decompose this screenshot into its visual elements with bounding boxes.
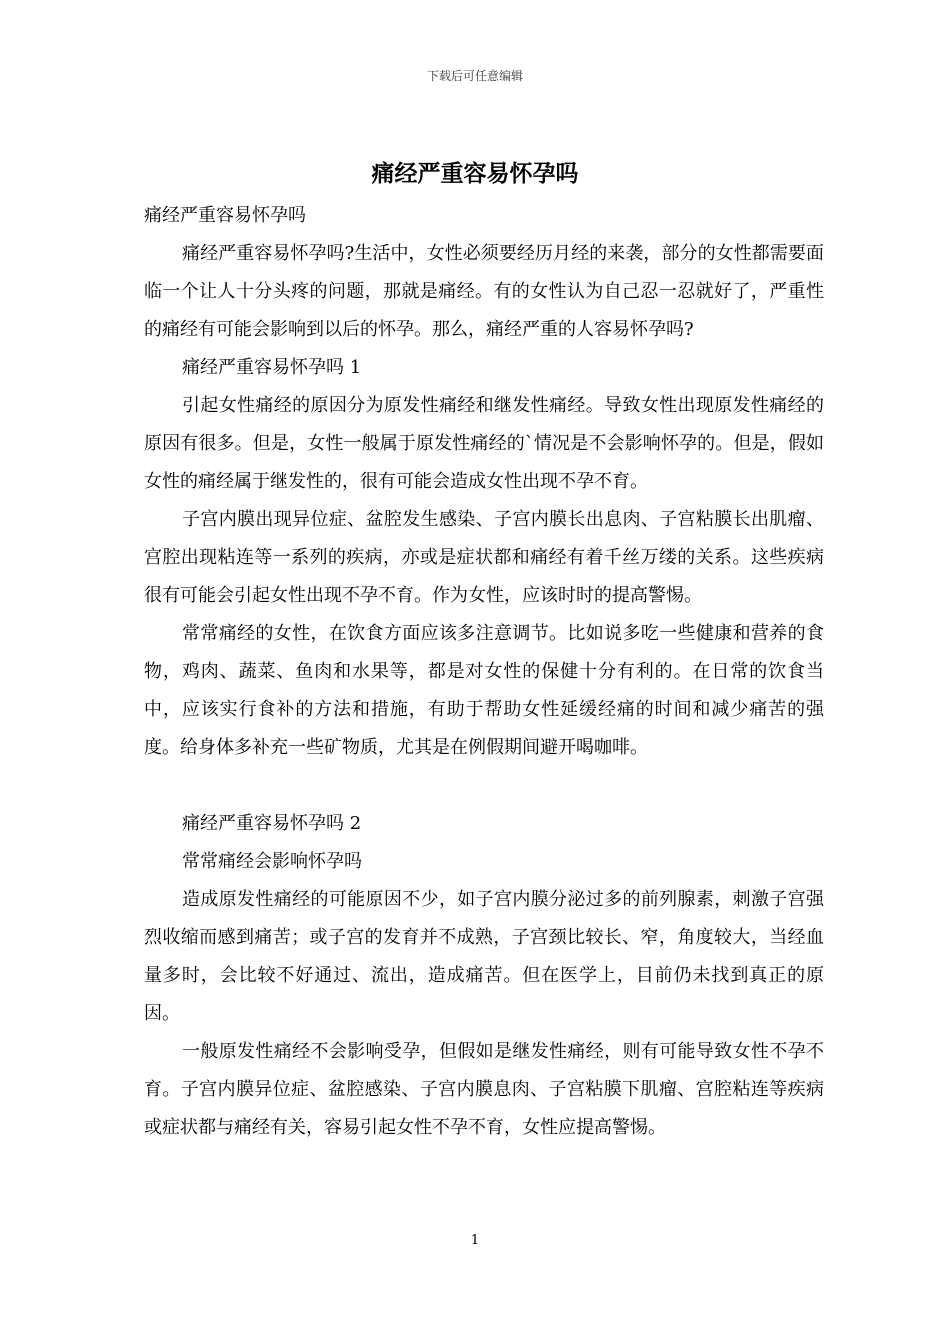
- header-note: 下载后可任意编辑: [426, 69, 523, 83]
- body-paragraph: 一般原发性痛经不会影响受孕，但假如是继发性痛经，则有可能导致女性不孕不育。子宫内膜异位症、盆腔感染、子宫内膜息肉、子宫粘膜下肌瘤、宫腔粘连等疾病或症状都与痛经有关，容易引起女性不孕不育，女性应提高警惕。: [144, 1041, 824, 1138]
- intro-paragraph: 痛经严重容易怀孕吗?生活中，女性必须要经历月经的来袭，部分的女性都需要面临一个让人十分头疼的问题，那就是痛经。有的女性认为自己忍一忍就好了，严重性的痛经有可能会影响到以后的怀孕。那么，痛经严重的人容易怀孕吗?: [144, 243, 824, 340]
- section-heading-1: 痛经严重容易怀孕吗 1: [182, 357, 362, 378]
- sub-heading: 常常痛经会影响怀孕吗: [182, 851, 362, 872]
- document-body: [144, 197, 824, 1147]
- section-heading-2: 痛经严重容易怀孕吗 2: [182, 813, 362, 834]
- body-paragraph: 子宫内膜出现异位症、盆腔发生感染、子宫内膜长出息肉、子宫粘膜长出肌瘤、宫腔出现粘连等一系列的疾病，亦或是症状都和痛经有着千丝万缕的关系。这些疾病很有可能会引起女性出现不孕不育。作为女性，应该时时的提高警惕。: [144, 509, 824, 606]
- subtitle-paragraph: 痛经严重容易怀孕吗: [144, 205, 306, 226]
- body-paragraph: 引起女性痛经的原因分为原发性痛经和继发性痛经。导致女性出现原发性痛经的原因有很多。但是，女性一般属于原发性痛经的`情况是不会影响怀孕的。但是，假如女性的痛经属于继发性的，很有可能会造成女性出现不孕不育。: [144, 395, 824, 492]
- page-number: 1: [470, 1233, 480, 1248]
- document-title: 痛经严重容易怀孕吗: [371, 160, 579, 187]
- body-paragraph: 造成原发性痛经的可能原因不少，如子宫内膜分泌过多的前列腺素，刺激子宫强烈收缩而感到痛苦；或子宫的发育并不成熟，子宫颈比较长、窄，角度较大，当经血量多时，会比较不好通过、流出，造成痛苦。但在医学上，目前仍未找到真正的原因。: [144, 889, 824, 1024]
- body-paragraph: 常常痛经的女性，在饮食方面应该多注意调节。比如说多吃一些健康和营养的食物，鸡肉、蔬菜、鱼肉和水果等，都是对女性的保健十分有利的。在日常的饮食当中，应该实行食补的方法和措施，有助于帮助女性延缓经痛的时间和减少痛苦的强度。给身体多补充一些矿物质，尤其是在例假期间避开喝咖啡。: [144, 623, 824, 758]
